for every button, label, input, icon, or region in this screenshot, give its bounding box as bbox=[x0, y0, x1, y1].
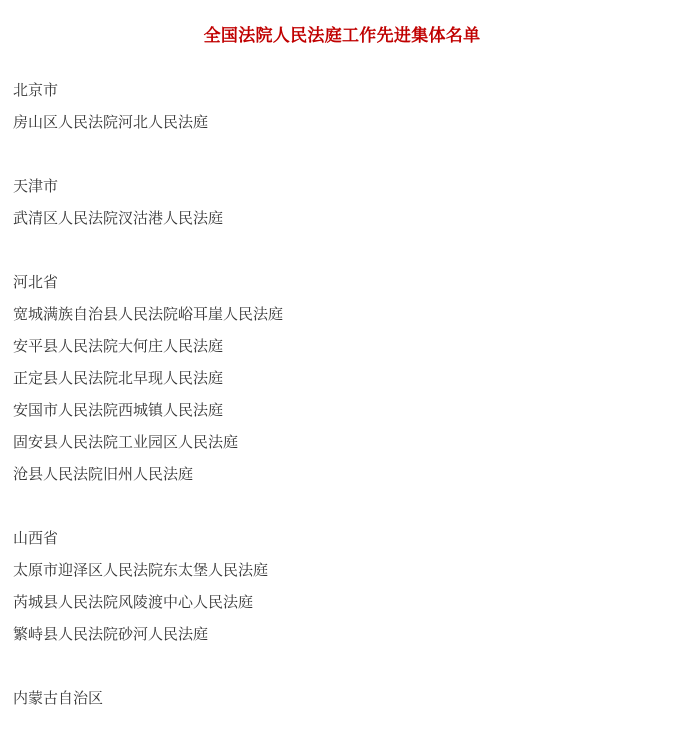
court-item: 繁峙县人民法院砂河人民法庭 bbox=[13, 625, 209, 643]
court-item: 固安县人民法院工业园区人民法庭 bbox=[13, 433, 239, 451]
court-item: 宽城满族自治县人民法院峪耳崖人民法庭 bbox=[13, 305, 284, 323]
region-heading: 山西省 bbox=[13, 529, 59, 547]
region-heading: 内蒙古自治区 bbox=[13, 689, 104, 707]
region-heading: 河北省 bbox=[13, 273, 59, 291]
section-beijing bbox=[13, 74, 673, 138]
court-item: 正定县人民法院北早现人民法庭 bbox=[13, 369, 224, 387]
court-item: 安国市人民法院西城镇人民法庭 bbox=[13, 401, 224, 419]
region-heading: 天津市 bbox=[13, 177, 59, 195]
court-item: 武清区人民法院汊沽港人民法庭 bbox=[13, 209, 224, 227]
court-item: 安平县人民法院大何庄人民法庭 bbox=[13, 337, 224, 355]
section-inner-mongolia bbox=[13, 682, 673, 714]
court-item: 太原市迎泽区人民法院东太堡人民法庭 bbox=[13, 561, 269, 579]
document-title: 全国法院人民法庭工作先进集体名单 bbox=[203, 26, 481, 46]
court-item: 芮城县人民法院风陵渡中心人民法庭 bbox=[13, 593, 254, 611]
section-hebei bbox=[13, 266, 673, 490]
court-item: 沧县人民法院旧州人民法庭 bbox=[13, 465, 194, 483]
section-shanxi bbox=[13, 522, 673, 650]
document-content bbox=[13, 74, 673, 746]
court-item: 房山区人民法院河北人民法庭 bbox=[13, 113, 209, 131]
region-heading: 北京市 bbox=[13, 81, 59, 99]
section-tianjin bbox=[13, 170, 673, 234]
